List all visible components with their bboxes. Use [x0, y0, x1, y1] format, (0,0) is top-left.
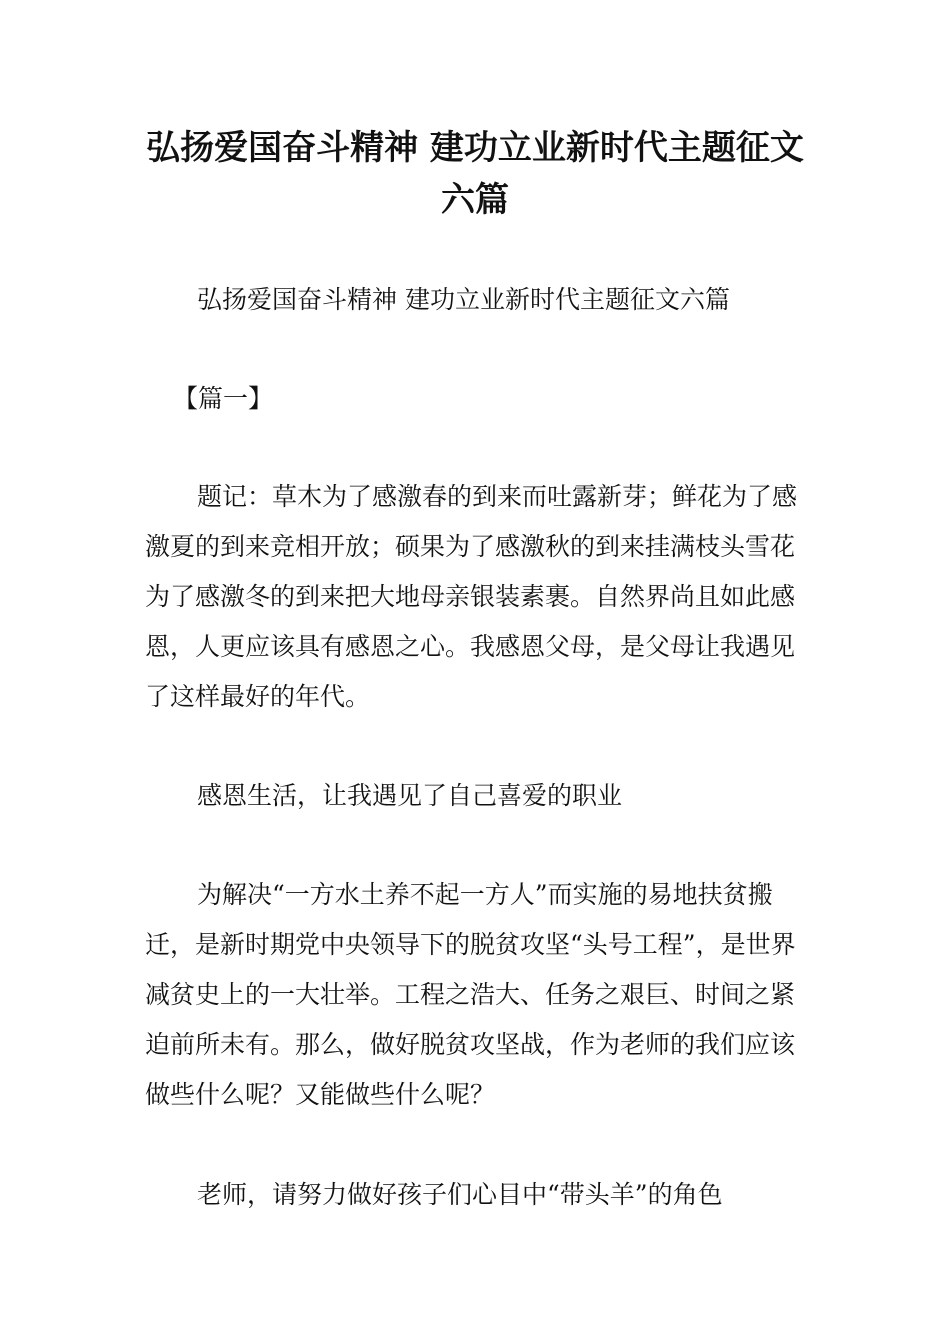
document-subtitle: 弘扬爱国奋斗精神 建功立业新时代主题征文六篇 — [197, 285, 730, 314]
paragraph-heading-teacher: 老师，请努力做好孩子们心目中“带头羊”的角色 — [197, 1180, 723, 1209]
paragraph-heading-gratitude: 感恩生活，让我遇见了自己喜爱的职业 — [197, 781, 623, 810]
document-title: 弘扬爱国奋斗精神 建功立业新时代主题征文六篇 — [146, 128, 804, 220]
section-label: 【篇一】 — [173, 384, 274, 413]
paragraph-poverty-alleviation: 为解决“一方水土养不起一方人”而实施的易地扶贫搬迁，是新时期党中央领导下的脱贫攻坚“头号工程”，是世界减贫史上的一大壮举。工程之浩大、任务之艰巨、时间之紧迫前所未有。那么，做好脱贫攻坚战，作为老师的我们应该做些什么呢？又能做些什么呢？ — [145, 880, 796, 1109]
paragraph-epigraph: 题记：草木为了感激春的到来而吐露新芽；鲜花为了感激夏的到来竞相开放；硕果为了感激秋的到来挂满枝头雪花为了感激冬的到来把大地母亲银装素裹。自然界尚且如此感恩，人更应该具有感恩之心。我感恩父母，是父母让我遇见了这样最好的年代。 — [145, 482, 798, 711]
